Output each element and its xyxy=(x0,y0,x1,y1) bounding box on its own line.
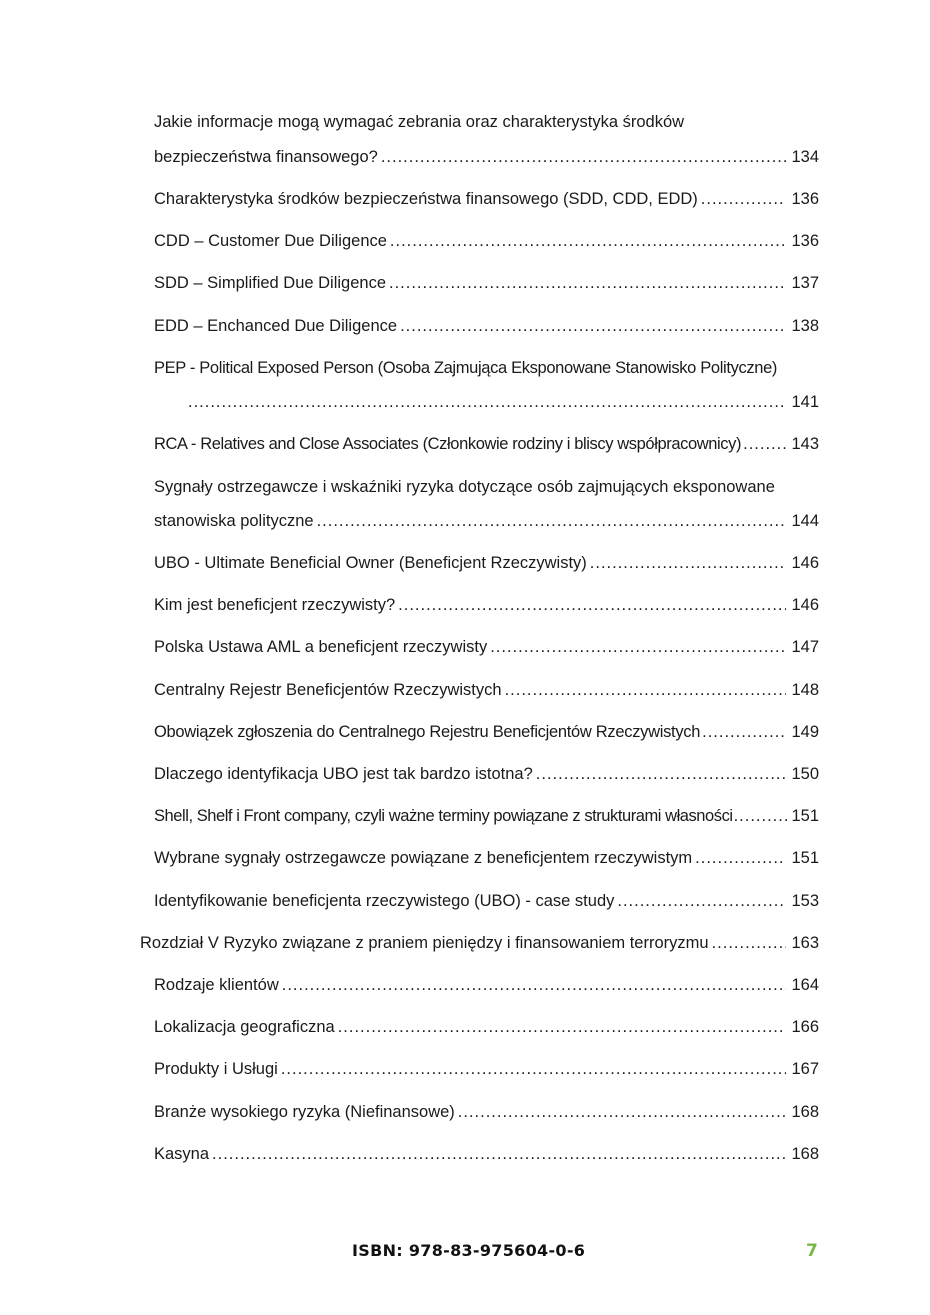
toc-entry-title: Charakterystyka środków bezpieczeństwa finansowego (SDD, CDD, EDD) xyxy=(154,190,698,208)
toc-entry-page: 150 xyxy=(791,765,819,783)
toc-entry[interactable] xyxy=(154,550,819,576)
toc-entry-page: 167 xyxy=(791,1060,819,1078)
toc-entry-title: Rozdział V Ryzyko związane z praniem pieniędzy i finansowaniem terroryzmu xyxy=(140,934,709,952)
dot-leader xyxy=(702,719,787,745)
toc-entry-title: Dlaczego identyfikacja UBO jest tak bardzo istotna? xyxy=(154,765,533,783)
toc-entry-page: 136 xyxy=(791,190,819,208)
toc-entry-title: stanowiska polityczne xyxy=(154,512,314,530)
toc-entry-title: Jakie informacje mogą wymagać zebrania oraz charakterystyka środków xyxy=(154,113,685,131)
toc-entry-title: Sygnały ostrzegawcze i wskaźniki ryzyka dotyczące osób zajmujących eksponowane xyxy=(154,478,775,496)
toc-entry[interactable] xyxy=(154,972,819,998)
dot-leader xyxy=(390,228,786,254)
toc-entry-title: Kasyna xyxy=(154,1145,210,1163)
toc-entry[interactable] xyxy=(154,228,819,254)
dot-leader xyxy=(282,972,786,998)
toc-entry[interactable] xyxy=(154,431,819,457)
toc-entry[interactable] xyxy=(154,592,819,618)
dot-leader xyxy=(281,1056,786,1082)
toc-entry-page: 168 xyxy=(791,1145,819,1163)
dot-leader xyxy=(490,634,786,660)
dot-leader xyxy=(400,313,786,339)
dot-leader xyxy=(338,1014,786,1040)
toc-entry[interactable] xyxy=(154,845,819,871)
toc-entry-page: 137 xyxy=(791,274,819,292)
toc-entry-page: 164 xyxy=(791,976,819,994)
toc-entry[interactable] xyxy=(154,634,819,660)
toc-entry-title: bezpieczeństwa finansowego? xyxy=(154,148,378,166)
toc-entry[interactable] xyxy=(154,508,819,534)
toc-entry-page: 147 xyxy=(791,638,819,656)
toc-entry-page: 148 xyxy=(791,681,819,699)
toc-entry-page: 163 xyxy=(791,934,819,952)
toc-entry-page: 134 xyxy=(791,148,819,166)
toc-entry[interactable] xyxy=(154,313,819,339)
toc-entry-title: Produkty i Usługi xyxy=(154,1060,278,1078)
dot-leader xyxy=(590,550,786,576)
toc-entry[interactable] xyxy=(154,186,819,212)
toc-entry-title: Kim jest beneficjent rzeczywisty? xyxy=(154,596,396,614)
dot-leader xyxy=(317,508,786,534)
toc-entry[interactable] xyxy=(154,1056,819,1082)
toc-entry-title: Wybrane sygnały ostrzegawcze powiązane z beneficjentem rzeczywistym xyxy=(154,849,693,867)
toc-entry-title: Polska Ustawa AML a beneficjent rzeczywisty xyxy=(154,638,488,656)
toc-entry[interactable] xyxy=(188,389,819,415)
toc-entry-title: SDD – Simplified Due Diligence xyxy=(154,274,387,292)
page-number: 7 xyxy=(806,1241,818,1261)
toc-entry-title: PEP - Political Exposed Person (Osoba Zajmująca Eksponowane Stanowisko Polityczne) xyxy=(154,359,778,377)
dot-leader xyxy=(188,389,786,415)
toc-entry-page: 143 xyxy=(791,435,819,453)
toc-entry[interactable] xyxy=(154,1141,819,1167)
toc-entry[interactable] xyxy=(154,719,819,745)
toc-entry-title: Shell, Shelf i Front company, czyli ważne terminy powiązane z strukturami własności xyxy=(154,807,733,825)
toc-entry-page: 166 xyxy=(791,1018,819,1036)
toc-entry-title: UBO - Ultimate Beneficial Owner (Beneficjent Rzeczywisty) xyxy=(154,554,587,572)
dot-leader xyxy=(212,1141,786,1167)
toc-entry-page: 146 xyxy=(791,596,819,614)
toc-entry-page: 136 xyxy=(791,232,819,250)
dot-leader xyxy=(398,592,786,618)
isbn-label: ISBN: 978-83-975604-0-6 xyxy=(352,1241,586,1260)
toc-entry-page: 151 xyxy=(791,849,819,867)
dot-leader xyxy=(505,677,786,703)
toc-entry-title: Rodzaje klientów xyxy=(154,976,279,994)
toc-entry-page: 149 xyxy=(791,723,819,741)
dot-leader xyxy=(458,1099,786,1125)
toc-entry-page: 146 xyxy=(791,554,819,572)
toc-entry-page: 141 xyxy=(791,393,819,411)
toc-chapter-entry[interactable] xyxy=(140,930,819,956)
toc-entry-page: 153 xyxy=(791,892,819,910)
toc-entry-title: Identyfikowanie beneficjenta rzeczywistego (UBO) - case study xyxy=(154,892,615,910)
toc-entry[interactable] xyxy=(154,761,819,787)
dot-leader xyxy=(695,845,786,871)
toc-entry[interactable] xyxy=(154,355,819,381)
toc-entry-page: 144 xyxy=(791,512,819,530)
toc-entry-title: RCA - Relatives and Close Associates (Członkowie rodziny i bliscy współpracownicy) xyxy=(154,435,742,453)
toc-entry-title: Branże wysokiego ryzyka (Niefinansowe) xyxy=(154,1103,455,1121)
dot-leader xyxy=(743,431,787,457)
toc-entry[interactable] xyxy=(154,803,819,829)
dot-leader xyxy=(536,761,786,787)
toc-entry-page: 138 xyxy=(791,317,819,335)
toc-entry[interactable] xyxy=(154,474,819,500)
dot-leader xyxy=(734,803,788,829)
toc-entry[interactable] xyxy=(154,888,819,914)
toc-entry[interactable] xyxy=(154,109,819,135)
page-footer xyxy=(0,1238,930,1264)
toc-entry-page: 168 xyxy=(791,1103,819,1121)
dot-leader xyxy=(389,270,786,296)
toc-entry[interactable] xyxy=(154,270,819,296)
toc-entry-page: 151 xyxy=(791,807,819,825)
toc-entry[interactable] xyxy=(154,1099,819,1125)
dot-leader xyxy=(617,888,786,914)
toc-entry[interactable] xyxy=(154,677,819,703)
dot-leader xyxy=(701,186,786,212)
toc-entry-title: Centralny Rejestr Beneficjentów Rzeczywistych xyxy=(154,681,502,699)
dot-leader xyxy=(712,930,786,956)
toc-entry-title: EDD – Enchanced Due Diligence xyxy=(154,317,398,335)
toc-entry-title: Lokalizacja geograficzna xyxy=(154,1018,335,1036)
dot-leader xyxy=(381,144,786,170)
toc-entry[interactable] xyxy=(154,144,819,170)
toc-entry-title: CDD – Customer Due Diligence xyxy=(154,232,387,250)
toc-entry-title: Obowiązek zgłoszenia do Centralnego Rejestru Beneficjentów Rzeczywistych xyxy=(154,723,701,741)
toc-entry[interactable] xyxy=(154,1014,819,1040)
